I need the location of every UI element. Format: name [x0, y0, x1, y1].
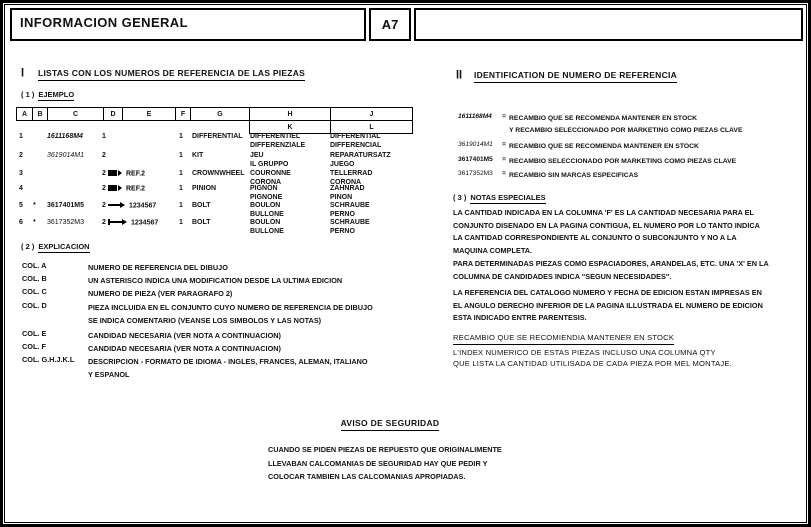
- example-table-header-right: [249, 107, 413, 134]
- table-row: 3 2 REF.2 1 CROWNWHEEL COURONNE CORONA TELLERRAD CORONA: [19, 170, 373, 186]
- notes-paragraph-1: LA CANTIDAD INDICADA EN LA COLUMNA 'F' ES LA CANTIDAD NECESARIA PARA EL CONJUNTO DISENADO EN LA PAGINA CONTIGUA, EL NUMERO POR LO TANTO INDICA LA CANTIDAD CORRESPONDIENTE AL CONJUNTO O SUBCONJUNTO Y NO A LA MAQUINA COMPLETA.: [453, 208, 760, 255]
- stock-recommendation-heading: RECAMBIO QUE SE RECOMIENDIA MANTENER EN STOCK: [453, 333, 674, 345]
- col-header-c: C: [48, 108, 104, 120]
- example-table-header-left: [16, 107, 250, 121]
- col-header-e: E: [123, 108, 176, 120]
- special-notes-label: ( 3 ) NOTAS ESPECIALES: [453, 193, 546, 202]
- part-number: 3617352M3: [47, 219, 84, 226]
- part-number: 1611168M4: [47, 133, 83, 140]
- section-1-marker: I: [21, 66, 25, 80]
- col-header-j: J: [369, 110, 374, 118]
- arrow-icon: [108, 202, 125, 208]
- page-title: INFORMACION GENERAL: [20, 15, 188, 30]
- notes-paragraph-3: LA REFERENCIA DEL CATALOGO NUMERO Y FECHA DE EDICION ESTAN IMPRESAS EN EL ANGULO DERECHO INFERIOR DE LA PAGINA ILLUSTRADA EL NUMERO DE EDICION ESTA INDICADO ENTRE PARENTESIS.: [453, 288, 763, 323]
- example-label: ( 1 ) EJEMPLO: [21, 90, 75, 99]
- part-number: 3617352M3: [458, 170, 493, 177]
- section-1-title: LISTAS CON LOS NUMEROS DE REFERENCIA DE LAS PIEZAS: [38, 68, 305, 81]
- part-number: 3617401M5: [47, 202, 84, 209]
- notes-paragraph-2: PARA DETERMINADAS PIEZAS COMO ESPACIADORES, ARANDELAS, ETC. UNA 'X' EN LA COLUMNA DE CANDIDADES INDICA "SEGUN NECESIDADES".: [453, 259, 769, 281]
- col-header-f: F: [176, 108, 191, 120]
- page-code-box: [369, 8, 411, 41]
- section-2-title: IDENTIFICATION DE NUMERO DE REFERENCIA: [474, 70, 677, 83]
- parts-catalog-page: INFORMACION GENERAL A7 I LISTAS CON LOS NUMEROS DE REFERENCIA DE LAS PIEZAS ( 1 ) EJEMPLO A B C D E F G H J K L 1 1611168M4 1 1 DIFFERENTIAL DIFFERENTIEL DIFFERENZIALE DIFFERENTIAL DIFFERENCIAL 2 3619014M1 2 1 KIT JEU IL GRUPPO REPARATURSATZ JUEGO 3 2 REF.2 1 CROWNWHEEL COURONNE CORONA TELLERRAD CORONA 4 2 REF.2 1 PINION PIGNON PIGNONE ZAHNRAD PINON 5 * 3617401M5 2 1234567 1 BOLT BOULON BULLONE SCHRAUBE PERNO 6 * 3617352M3 2 1234567 1 BOLT BOULON BULLONE SCHRAUBE PERNO ( 2 ) EXPLICACION COL. A NUMERO DE REFERENCIA DEL DIBUJO COL. B UN ASTERISCO INDICA UNA MODIFICATION DESDE LA ULTIMA EDICION COL. C NUMERO DE PIEZA (VER PARAGRAFO 2) COL. D PIEZA INCLUIDA EN EL CONJUNTO CUYO NUMERO DE REFERENCIA DE DIBUJO SE INDICA COMENTARIO (VEANSE LOS SIMBOLOS Y LAS NOTAS) COL. E CANDIDAD NECESARIA (VER NOTA A CONTINUACION) COL. F CANDIDAD NECESARIA (VER NOTA A CONTINUACION) COL. G.H.J.K.L DESCRIPCION - FORMATO DE IDIOMA - INGLES, FRANCES, ALEMAN, ITALIANO Y ESPANOL II IDENTIFICATION DE NUMERO DE REFERENCIA 1611168M4 = RECAMBIO QUE SE RECOMENDA MANTENER EN STOCK Y RECAMBIO SELECCIONADO POR MARKETING COMO PIEZAS CLAVE 3619014M1 = RECAMBIO QUE SE RECOMIENDA MANTENER EN STOCK 3617401M5 = RECAMBIO SELECCIONADO POR MARKETING COMO PIEZAS CLAVE 3617352M3 = RECAMBIO SIN MARCAS ESPECIFICAS ( 3 ) NOTAS ESPECIALES LA CANTIDAD INDICADA EN LA COLUMNA 'F' ES LA CANTIDAD NECESARIA PARA EL CONJUNTO DISENADO EN LA PAGINA CONTIGUA, EL NUMERO POR LO TANTO INDICA LA CANTIDAD CORRESPONDIENTE AL CONJUNTO O SUBCONJUNTO Y NO A LA MAQUINA COMPLETA. PARA DETERMINADAS PIEZAS COMO ESPACIADORES, ARANDELAS, ETC. UNA 'X' EN LA COLUMNA DE CANDIDADES INDICA "SEGUN NECESIDADES". LA REFERENCIA DEL CATALOGO NUMERO Y FECHA DE EDICION ESTAN IMPRESAS EN EL ANGULO DERECHO INFERIOR DE LA PAGINA ILLUSTRADA EL NUMERO DE EDICION ESTA INDICADO ENTRE PARENTESIS. RECAMBIO QUE SE RECOMIENDIA MANTENER EN STOCK L'INDEX NUMERICO DE ESTAS PIEZAS INCLUSO UNA COLUMNA QTY QUE LISTA LA CANTIDAD UTILISADA DE CADA PIEZA POR MEL MONTAJE. AVISO DE SEGURIDAD CUANDO SE PIDEN PIEZAS DE REPUESTO QUE ORIGINALIMENTE LLEVABAN CALCOMANIAS DE SEGURIDAD HAY QUE PEDIR Y COLOCAR TAMBIEN LAS CALCOMANIAS APROPIADAS.: [0, 0, 811, 527]
- part-number: 1611168M4: [458, 113, 492, 120]
- col-header-k: K: [250, 121, 331, 133]
- part-number: 3619014M1: [458, 141, 493, 148]
- safety-notice-title: AVISO DE SEGURIDAD: [341, 418, 440, 431]
- modification-asterisk: *: [33, 202, 36, 209]
- section-2-marker: II: [456, 68, 463, 82]
- col-header-h: H: [250, 108, 331, 120]
- header-title-box: [10, 8, 366, 41]
- bar-arrow-icon: [108, 219, 127, 225]
- part-number: 3619014M1: [47, 152, 84, 159]
- table-row: 6 * 3617352M3 2 1234567 1 BOLT BOULON BULLONE SCHRAUBE PERNO: [19, 219, 370, 235]
- header-empty-box: [414, 8, 803, 41]
- table-row: 1 1611168M4 1 1 DIFFERENTIAL DIFFERENTIEL DIFFERENZIALE DIFFERENTIAL DIFFERENCIAL: [19, 133, 382, 149]
- col-header-b: B: [33, 108, 48, 120]
- modification-asterisk: *: [33, 219, 36, 226]
- col-header-g: G: [217, 110, 223, 118]
- col-header-l: L: [369, 123, 374, 131]
- table-row: 2 3619014M1 2 1 KIT JEU IL GRUPPO REPARATURSATZ JUEGO: [19, 152, 391, 168]
- safety-notice-text: CUANDO SE PIDEN PIEZAS DE REPUESTO QUE ORIGINALIMENTE LLEVABAN CALCOMANIAS DE SEGURIDAD HAY QUE PEDIR Y COLOCAR TAMBIEN LAS CALCOMANIAS APROPIADAS.: [268, 445, 502, 481]
- col-header-a: A: [17, 108, 33, 120]
- explanation-label: ( 2 ) EXPLICACION: [21, 242, 90, 251]
- safety-notice: [180, 413, 600, 431]
- assembly-ref-icon: [108, 170, 117, 176]
- part-number: 3617401M5: [458, 156, 493, 163]
- assembly-ref-icon: [108, 185, 117, 191]
- table-row: 4 2 REF.2 1 PINION PIGNON PIGNONE ZAHNRAD PINON: [19, 185, 365, 201]
- col-header-d: D: [104, 108, 123, 120]
- table-row: 5 * 3617401M5 2 1234567 1 BOLT BOULON BULLONE SCHRAUBE PERNO: [19, 202, 370, 218]
- stock-recommendation-text: L'INDEX NUMERICO DE ESTAS PIEZAS INCLUSO UNA COLUMNA QTY QUE LISTA LA CANTIDAD UTILISADA DE CADA PIEZA POR MEL MONTAJE.: [453, 348, 732, 368]
- page-code: A7: [381, 17, 399, 32]
